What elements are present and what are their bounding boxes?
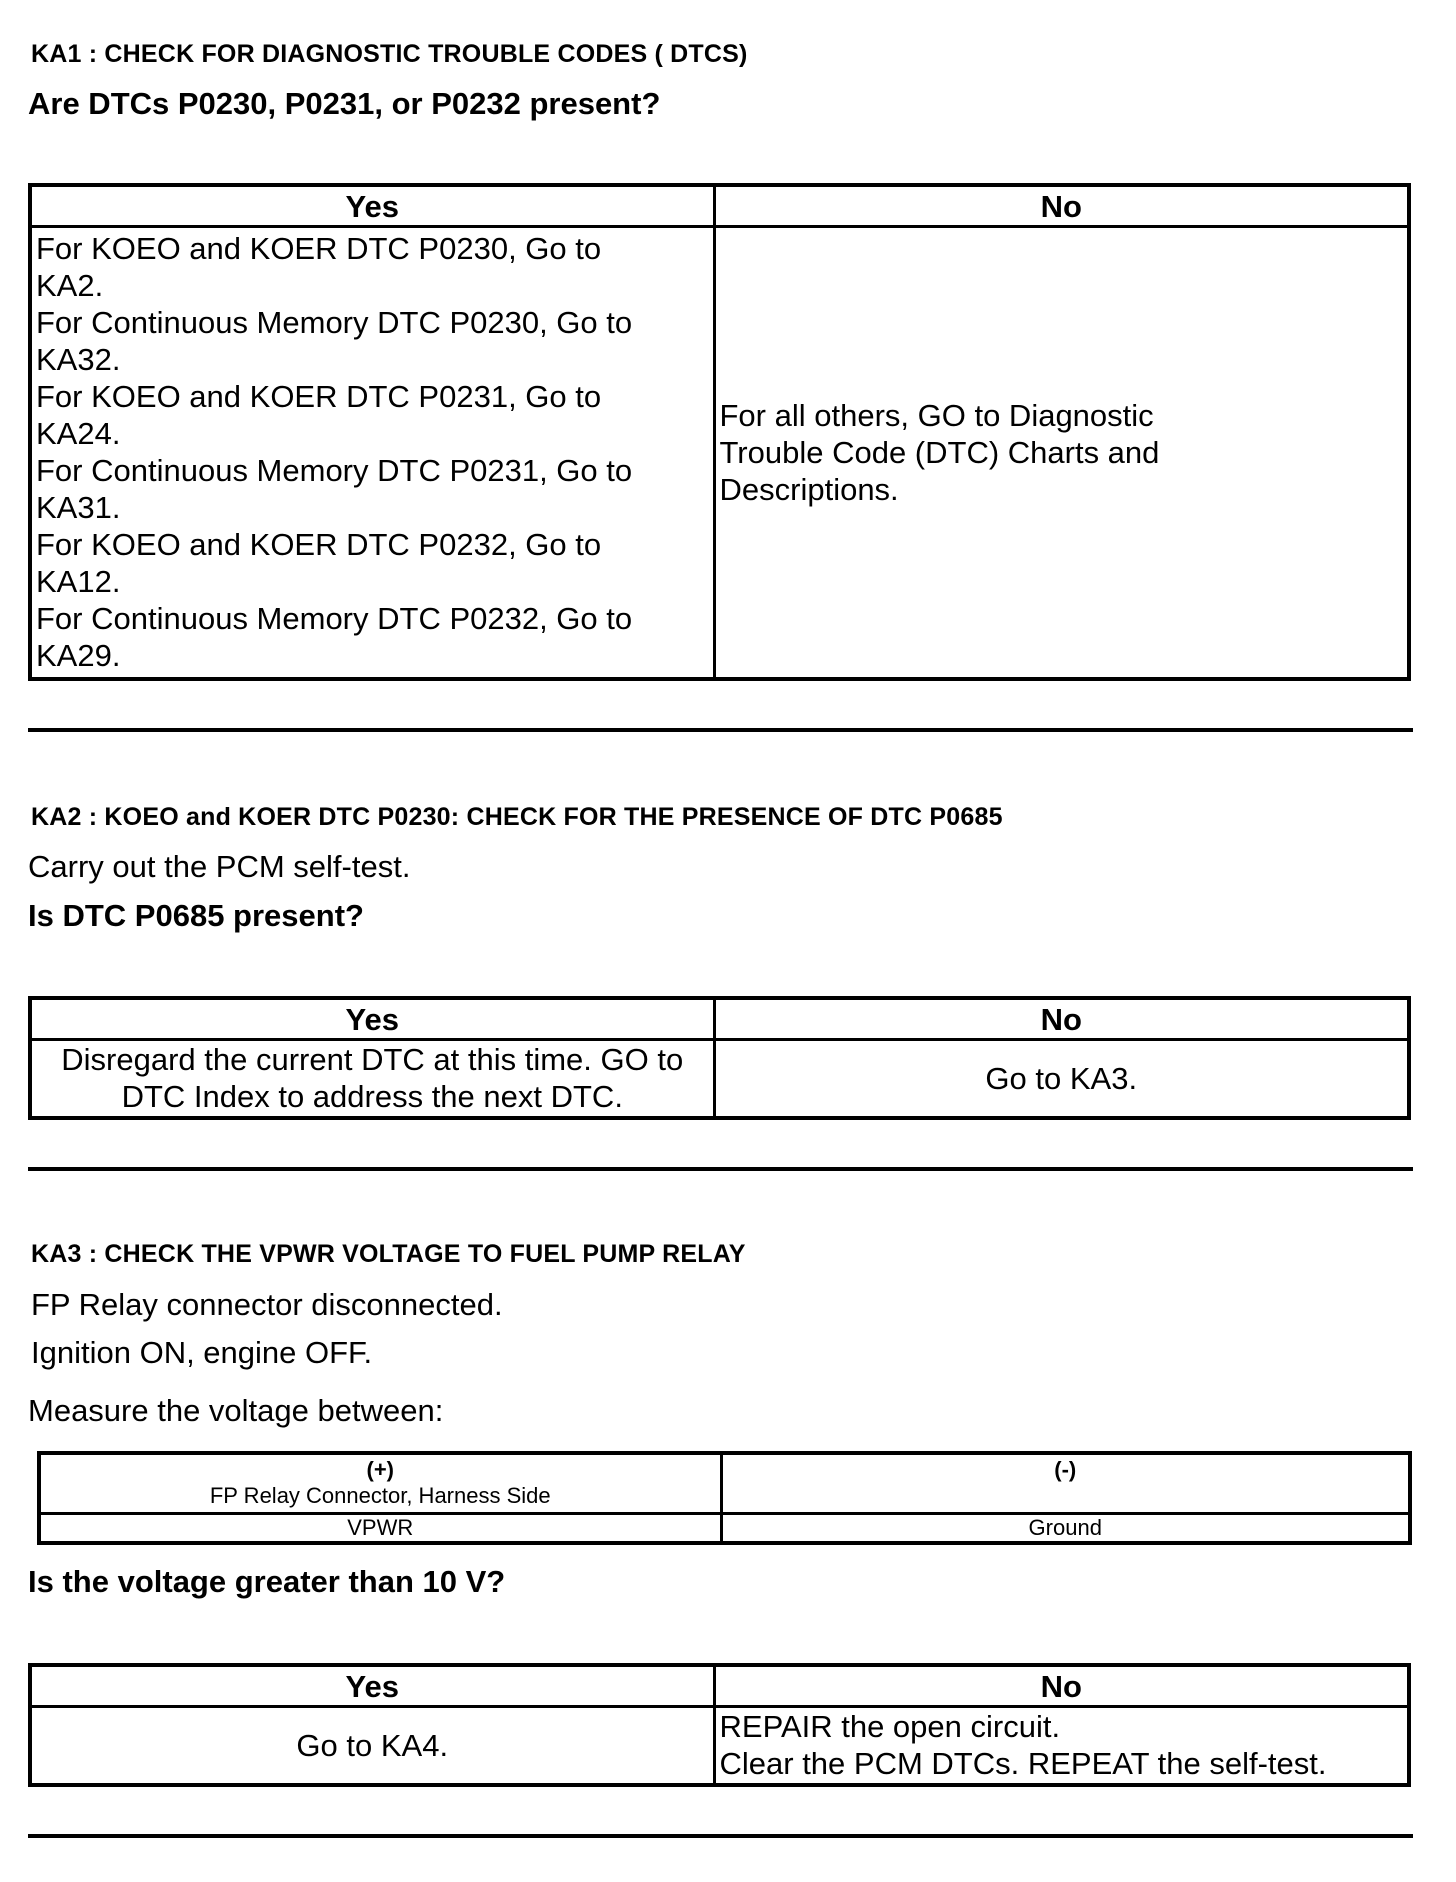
ka1-no-line: For all others, GO to Diagnostic [719, 397, 1154, 433]
ka1-no-line: Trouble Code (DTC) Charts and [719, 434, 1160, 470]
ka1-yes-line: For KOEO and KOER DTC P0231, Go to [36, 379, 602, 415]
ka3-no-line: REPAIR the open circuit. [719, 1709, 1061, 1745]
ka1-yes-line: KA29. [36, 638, 121, 674]
ka1-yes-no-table [28, 183, 1411, 681]
ka3-yes-cell: Go to KA4. [30, 1707, 714, 1785]
positive-sign: (+) [366, 1457, 394, 1482]
ka2-instruction: Carry out the PCM self-test. [28, 849, 411, 884]
ka3-instruction: Ignition ON, engine OFF. [31, 1335, 373, 1370]
ka1-question: Are DTCs P0230, P0231, or P0232 present? [28, 86, 661, 121]
ka1-yes-line: KA32. [36, 342, 121, 378]
ka1-yes-line: KA12. [36, 564, 121, 600]
positive-terminal-location: FP Relay Connector, Harness Side [209, 1483, 551, 1508]
negative-terminal-header: (-) [721, 1453, 1410, 1513]
ka3-title: KA3 : CHECK THE VPWR VOLTAGE TO FUEL PUMP RELAY [31, 1240, 746, 1268]
positive-terminal-value: VPWR [39, 1513, 721, 1543]
ka3-yes-no-table [28, 1663, 1411, 1787]
no-header: No [714, 998, 1409, 1040]
ka2-yes-line: Disregard the current DTC at this time. GO to [61, 1042, 684, 1078]
ka1-no-cell [714, 227, 1409, 679]
ka1-title: KA1 : CHECK FOR DIAGNOSTIC TROUBLE CODES ( DTCS) [31, 40, 748, 68]
ka2-question: Is DTC P0685 present? [28, 898, 364, 933]
section-divider [28, 1167, 1413, 1171]
ka3-instruction: FP Relay connector disconnected. [31, 1287, 503, 1322]
ka1-yes-line: For Continuous Memory DTC P0231, Go to [36, 453, 633, 489]
ka1-yes-line: For KOEO and KOER DTC P0230, Go to [36, 231, 602, 267]
no-header: No [714, 185, 1409, 227]
ka3-instruction: Measure the voltage between: [28, 1393, 444, 1428]
ka2-no-cell: Go to KA3. [714, 1040, 1409, 1118]
ka1-yes-line: KA2. [36, 268, 104, 304]
positive-terminal-header [39, 1453, 721, 1513]
ka2-yes-cell [30, 1040, 714, 1118]
yes-header: Yes [30, 998, 714, 1040]
ka1-yes-line: KA24. [36, 416, 121, 452]
yes-header: Yes [30, 185, 714, 227]
ka1-yes-line: For Continuous Memory DTC P0232, Go to [36, 601, 633, 637]
ka2-yes-no-table [28, 996, 1411, 1120]
ka1-yes-line: For KOEO and KOER DTC P0232, Go to [36, 527, 602, 563]
ka1-yes-line: For Continuous Memory DTC P0230, Go to [36, 305, 633, 341]
ka1-no-line: Descriptions. [719, 471, 899, 507]
ka2-yes-line: DTC Index to address the next DTC. [121, 1079, 623, 1115]
ka3-question: Is the voltage greater than 10 V? [28, 1564, 506, 1599]
section-divider [28, 1834, 1413, 1838]
ka1-yes-cell [30, 227, 714, 679]
ka2-title: KA2 : KOEO and KOER DTC P0230: CHECK FOR THE PRESENCE OF DTC P0685 [31, 803, 1003, 831]
section-divider [28, 728, 1413, 732]
ka3-no-cell [714, 1707, 1409, 1785]
negative-terminal-value: Ground [721, 1513, 1410, 1543]
ka1-yes-line: KA31. [36, 490, 121, 526]
ka3-no-line: Clear the PCM DTCs. REPEAT the self-test. [719, 1746, 1327, 1782]
no-header: No [714, 1665, 1409, 1707]
ka3-measurement-table [37, 1451, 1412, 1545]
yes-header: Yes [30, 1665, 714, 1707]
